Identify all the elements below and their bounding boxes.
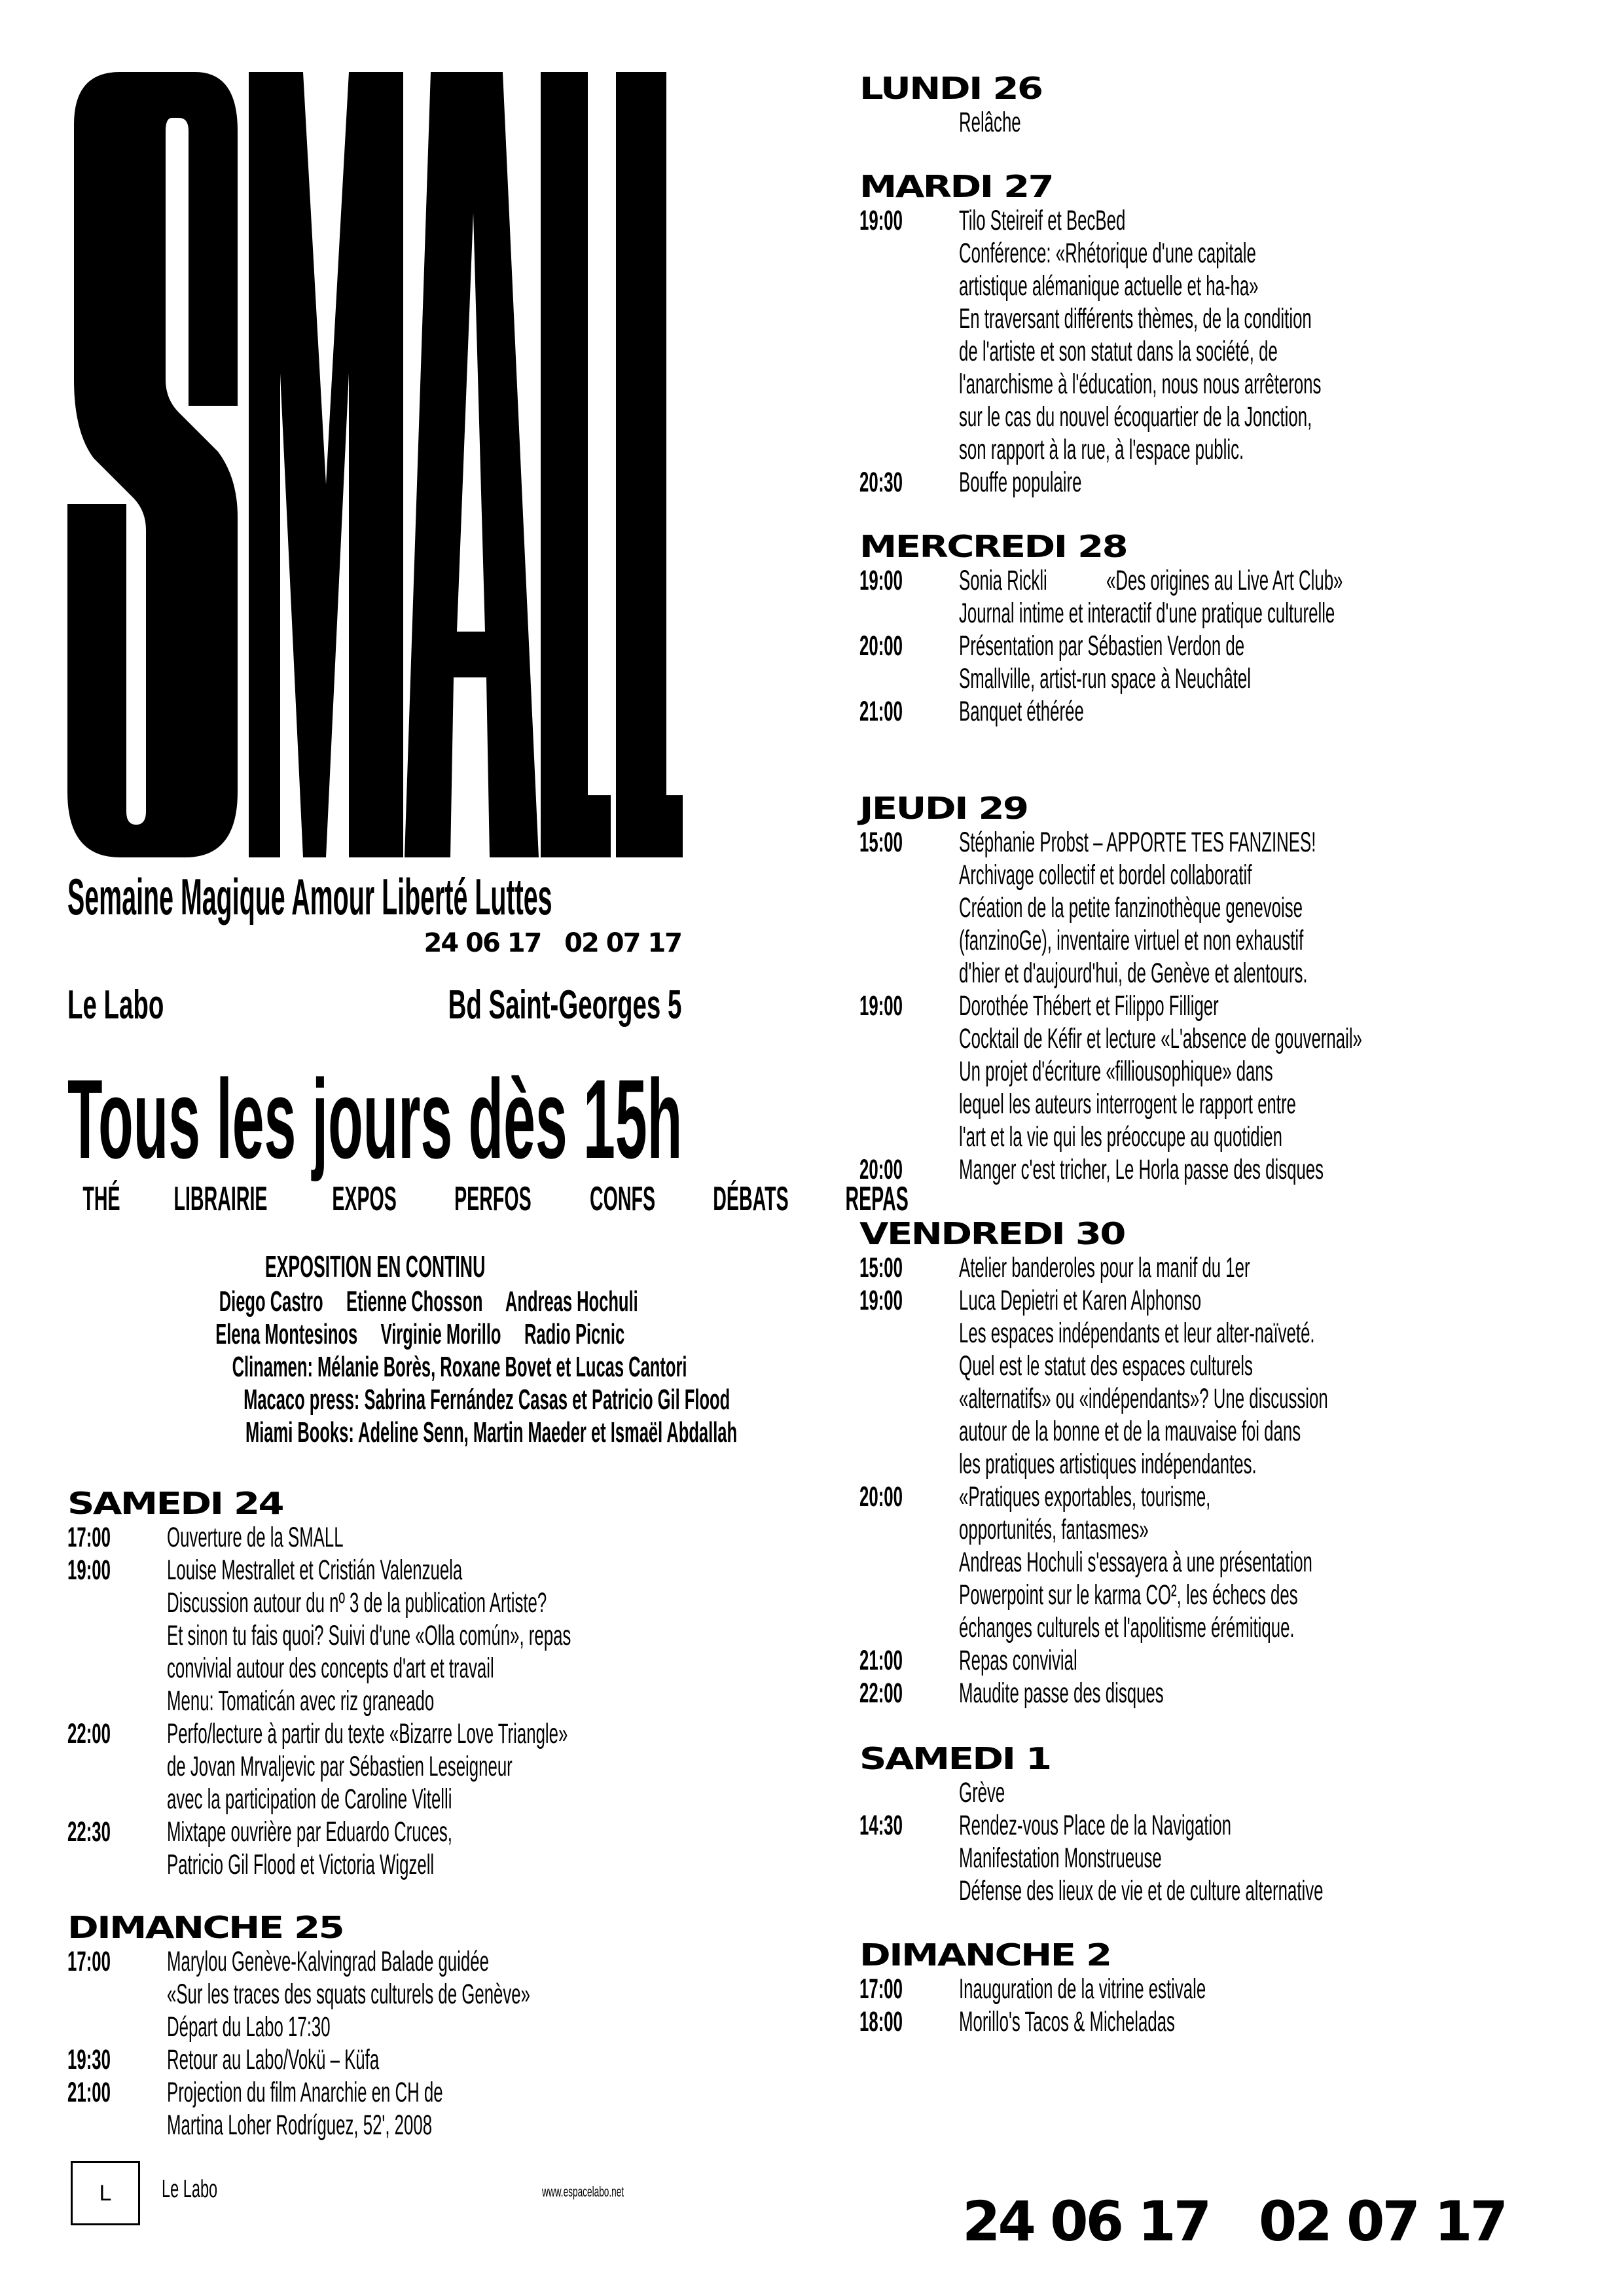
- event-time: 17:00: [67, 1522, 111, 1553]
- subtitle: Semaine Magique Amour Liberté Luttes: [67, 868, 552, 925]
- event-description: Mixtape ouvrière par Eduardo Cruces,Patricio Gil Flood et Victoria Wigzell: [167, 1816, 452, 1880]
- event-description: Rendez-vous Place de la NavigationManifestation MonstrueuseDéfense des lieux de vie et de culture alternative: [959, 1810, 1324, 1907]
- day-heading: SAMEDI 1: [859, 1741, 1051, 1776]
- event-description: Banquet éthérée: [959, 696, 1084, 727]
- event-time: 15:00: [859, 827, 903, 858]
- day-heading: MERCREDI 28: [859, 529, 1127, 564]
- event-description: Maudite passe des disques: [959, 1677, 1164, 1709]
- event-time: 20:00: [859, 630, 903, 662]
- event-time: 19:00: [859, 205, 903, 236]
- day-heading: LUNDI 26: [859, 71, 1042, 106]
- footer-venue-name: Le Labo: [162, 2176, 218, 2203]
- day-samedi-24: [67, 1486, 722, 1881]
- exposition-artists: Diego Castro Etienne Chosson Andreas Hochuli: [219, 1285, 638, 1318]
- schedule-event: [859, 1973, 1579, 2005]
- event-time: 22:30: [67, 1816, 111, 1848]
- schedule-event: [859, 1644, 1579, 1677]
- schedule-event: [859, 1809, 1579, 1907]
- event-description: Stéphanie Probst – APPORTE TES FANZINES!Archivage collectif et bordel collaboratifCréation de la petite fanzinothèque genevoise(fanzinoGe), inventaire virtuel et non exhaustifd'hier et d'aujourd'hui, de Genève et alentours.: [959, 827, 1316, 989]
- activities-list: [67, 1179, 909, 1219]
- schedule-event: [67, 1554, 722, 1717]
- activity-item: LIBRAIRIE: [173, 1180, 268, 1218]
- day-dimanche-2: [859, 1937, 1579, 2038]
- event-time: 20:00: [859, 1481, 903, 1513]
- event-description: Sonia Rickli «Des origines au Live Art Club»Journal intime et interactif d'une pratique culturelle: [959, 565, 1343, 629]
- activity-item: CONFS: [589, 1180, 656, 1218]
- event-description: Perfo/lecture à partir du texte «Bizarre Love Triangle»de Jovan Mrvaljevic par Sébastien Leseigneuravec la participation de Caroline Vitelli: [167, 1718, 568, 1815]
- event-description: Marylou Genève-Kalvingrad Balade guidée«Sur les traces des squats culturels de Genève»Départ du Labo 17:30: [167, 1946, 531, 2043]
- exposition-artists: Macaco press: Sabrina Fernández Casas et Patricio Gil Flood: [244, 1384, 731, 1416]
- event-time: 21:00: [67, 2077, 111, 2108]
- day-mercredi-28: [859, 529, 1579, 728]
- activity-item: THÉ: [82, 1180, 120, 1218]
- event-time: 18:00: [859, 2006, 903, 2037]
- activity-item: EXPOS: [332, 1180, 397, 1218]
- schedule-event: [859, 1284, 1579, 1480]
- event-description: «Pratiques exportables, tourisme,opportunités, fantasmes»Andreas Hochuli s'essayera à une présentationPowerpoint sur le karma CO², les échecs deséchanges culturels et l'apolitisme érémitique.: [959, 1481, 1312, 1643]
- event-description: Tilo Steireif et BecBedConférence: «Rhétorique d'une capitaleartistique alémanique actuelle et ha-ha»En traversant différents thèmes, de la conditionde l'artiste et son statut dans la société, del'anarchisme à l'éducation, nous nous arrêteronssur le cas du nouvel écoquartier de la Jonction,son rapport à la rue, à l'espace public.: [959, 205, 1322, 465]
- schedule-event: [859, 466, 1579, 499]
- event-dates: 24 06 17 02 07 17: [424, 928, 681, 958]
- schedule-event: [67, 2043, 722, 2076]
- event-description: Dorothée Thébert et Filippo FilligerCocktail de Kéfir et lecture «L'absence de gouvernail»Un projet d'écriture «filliousophique» danslequel les auteurs interrogent le rapport entrel'art et la vie qui les préoccupe au quotidien: [959, 990, 1362, 1153]
- day-vendredi-30: [859, 1216, 1579, 1710]
- event-description: Atelier banderoles pour la manif du 1er: [959, 1252, 1250, 1283]
- event-description: Morillo's Tacos & Micheladas: [959, 2006, 1175, 2037]
- event-time: 17:00: [859, 1973, 903, 2005]
- schedule-event: [859, 106, 1579, 139]
- venue-address: Bd Saint-Georges 5: [448, 982, 681, 1028]
- event-description: Repas convivial: [959, 1645, 1077, 1676]
- event-description: Retour au Labo/Vokü – Küfa: [167, 2044, 380, 2075]
- event-time: 20:00: [859, 1154, 903, 1185]
- event-time: [859, 106, 959, 139]
- schedule-event: [859, 564, 1579, 630]
- event-time: 20:30: [859, 467, 903, 498]
- event-time: 21:00: [859, 1645, 903, 1676]
- schedule-event: [859, 695, 1579, 728]
- event-description: Louise Mestrallet et Cristián ValenzuelaDiscussion autour du nº 3 de la publication Artiste?Et sinon tu fais quoi? Suivi d'une «Olla común», repasconvivial autour des concepts d'art et travailMenu: Tomaticán avec riz graneado: [167, 1554, 571, 1717]
- schedule-event: [859, 630, 1579, 695]
- schedule-event: [859, 990, 1579, 1153]
- event-time: 21:00: [859, 696, 903, 727]
- schedule-event: [859, 1153, 1579, 1186]
- day-heading: JEUDI 29: [859, 791, 1028, 826]
- exposition-title: EXPOSITION EN CONTINU: [264, 1249, 486, 1283]
- schedule-event: [859, 1677, 1579, 1710]
- exposition-artists: Miami Books: Adeline Senn, Martin Maeder et Ismaël Abdallah: [245, 1416, 738, 1448]
- day-dimanche-25: [67, 1910, 722, 2142]
- small-logo: [67, 72, 683, 857]
- event-time: 19:30: [67, 2044, 111, 2075]
- exposition-artists: Elena Montesinos Virginie Morillo Radio Picnic: [215, 1318, 625, 1350]
- event-time: 17:00: [67, 1946, 111, 1977]
- event-description: Manger c'est tricher, Le Horla passe des disques: [959, 1154, 1324, 1185]
- day-heading: VENDREDI 30: [859, 1216, 1125, 1251]
- event-time: 19:00: [859, 1285, 903, 1316]
- event-time: 22:00: [859, 1677, 903, 1709]
- schedule-event: [67, 1521, 722, 1554]
- schedule-event: [859, 1776, 1579, 1809]
- activity-item: DÉBATS: [713, 1180, 789, 1218]
- day-samedi-1: [859, 1741, 1579, 1907]
- day-lundi-26: [859, 71, 1579, 139]
- schedule-event: [67, 1945, 722, 2043]
- event-time: [859, 1776, 959, 1809]
- event-description: Présentation par Sébastien Verdon deSmallville, artist-run space à Neuchâtel: [959, 630, 1251, 694]
- day-mardi-27: [859, 169, 1579, 499]
- event-description: Projection du film Anarchie en CH deMartina Loher Rodríguez, 52', 2008: [167, 2077, 443, 2141]
- exposition-artists: Clinamen: Mélanie Borès, Roxane Bovet et Lucas Cantori: [232, 1351, 687, 1383]
- activity-item: PERFOS: [454, 1180, 532, 1218]
- event-description: Ouverture de la SMALL: [167, 1522, 344, 1553]
- event-time: 22:00: [67, 1718, 111, 1749]
- event-time: 14:30: [859, 1810, 903, 1841]
- schedule-event: [859, 1251, 1579, 1284]
- schedule-event: [859, 826, 1579, 990]
- le-labo-logo: L: [71, 2161, 140, 2225]
- website-link[interactable]: www.espacelabo.net: [542, 2183, 624, 2200]
- schedule-event: [67, 2076, 722, 2142]
- event-time: 19:00: [67, 1554, 111, 1586]
- schedule-event: [859, 204, 1579, 466]
- day-heading: MARDI 27: [859, 169, 1053, 204]
- venue-name: Le Labo: [67, 982, 164, 1028]
- schedule-event: [67, 1816, 722, 1881]
- schedule-event: [859, 1480, 1579, 1644]
- event-description: Relâche: [959, 107, 1021, 138]
- event-description: Grève: [959, 1777, 1005, 1808]
- opening-hours: Tous les jours dès 15h: [67, 1056, 683, 1182]
- designer-credit: Yann le Floc'h: [643, 725, 655, 808]
- day-heading: DIMANCHE 25: [67, 1910, 344, 1945]
- activity-item: REPAS: [845, 1180, 909, 1218]
- exposition-section: [67, 1249, 738, 1449]
- day-jeudi-29: [859, 791, 1579, 1186]
- footer-dates: 24 06 17 02 07 17: [962, 2189, 1506, 2253]
- schedule-event: [67, 1717, 722, 1816]
- day-heading: SAMEDI 24: [67, 1486, 283, 1521]
- event-time: 19:00: [859, 565, 903, 596]
- event-time: 19:00: [859, 990, 903, 1022]
- day-heading: DIMANCHE 2: [859, 1937, 1111, 1973]
- schedule-event: [859, 2005, 1579, 2038]
- event-description: Luca Depietri et Karen AlphonsoLes espaces indépendants et leur alter-naïveté.Quel est le statut des espaces culturels«alternatifs» ou «indépendants»? Une discussionautour de la bonne et de la mauvaise foi dansles pratiques artistiques indépendantes.: [959, 1285, 1328, 1480]
- event-description: Inauguration de la vitrine estivale: [959, 1973, 1206, 2005]
- event-description: Bouffe populaire: [959, 467, 1082, 498]
- event-time: 15:00: [859, 1252, 903, 1283]
